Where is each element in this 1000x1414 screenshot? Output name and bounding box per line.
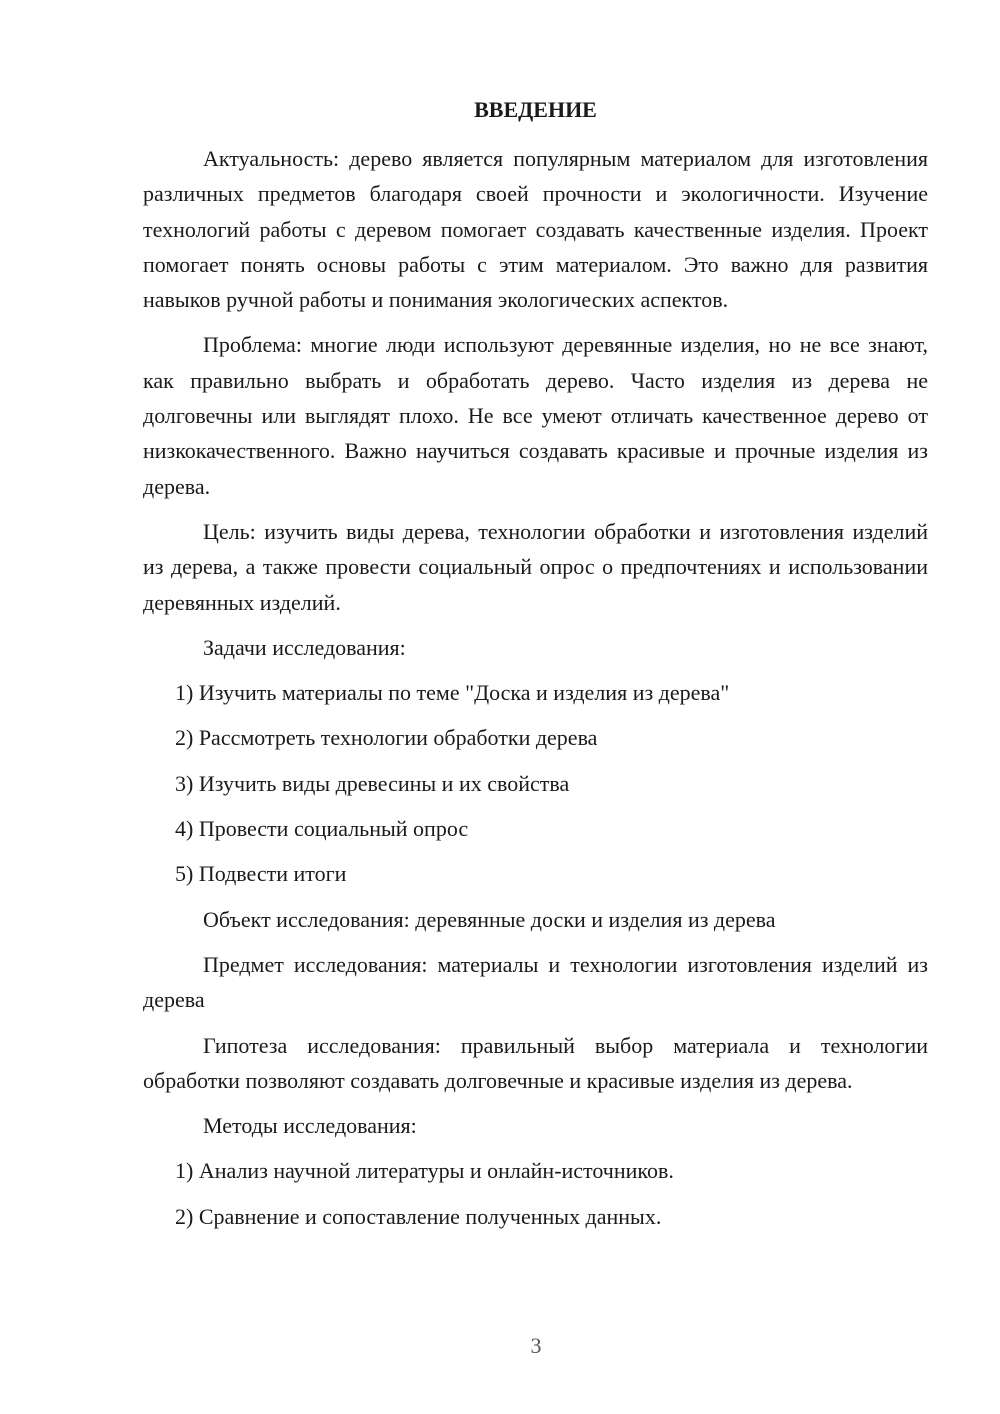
task-item: 3) Изучить виды древесины и их свойства [175,770,570,796]
page-content [143,92,928,1244]
task-item: 4) Провести социальный опрос [175,816,469,842]
task-item: 2) Рассмотреть технологии обработки дерева [175,725,598,751]
method-item: 2) Сравнение и сопоставление полученных данных. [175,1203,662,1229]
task-item: 5) Подвести итоги [175,861,347,887]
subject-paragraph: Предмет исследования: материалы и технологии изготовления изделий из дерева [143,951,928,1013]
problem-paragraph: Проблема: многие люди используют деревянные изделия, но не все знают, как правильно выбрать и обработать дерево. Часто изделия из дерева не долговечны или выглядят плохо. Не все умеют отличать качественное дерево от низкокачественного. Важно научиться создавать красивые и прочные изделия из дерева. [143,332,928,499]
hypothesis-paragraph: Гипотеза исследования: правильный выбор материала и технологии обработки позволяют создавать долговечные и красивые изделия из дерева. [143,1032,928,1093]
tasks-heading: Задачи исследования: [203,634,406,660]
goal-paragraph: Цель: изучить виды дерева, технологии обработки и изготовления изделий из дерева, а также провести социальный опрос о предпочтениях и использовании деревянных изделий. [143,518,928,615]
relevance-paragraph: Актуальность: дерево является популярным материалом для изготовления различных предметов благодаря своей прочности и экологичности. Изучение технологий работы с деревом помогает создавать качественные изделия. Проект помогает понять основы работы с этим материалом. Это важно для развития навыков ручной работы и понимания экологических аспектов. [143,146,928,313]
object-paragraph: Объект исследования: деревянные доски и изделия из дерева [203,906,776,932]
method-item: 1) Анализ научной литературы и онлайн-источников. [175,1158,674,1184]
page-number: 3 [530,1333,542,1358]
section-title: ВВЕДЕНИЕ [474,97,597,122]
methods-heading: Методы исследования: [203,1113,417,1139]
task-item: 1) Изучить материалы по теме "Доска и изделия из дерева" [175,680,730,706]
